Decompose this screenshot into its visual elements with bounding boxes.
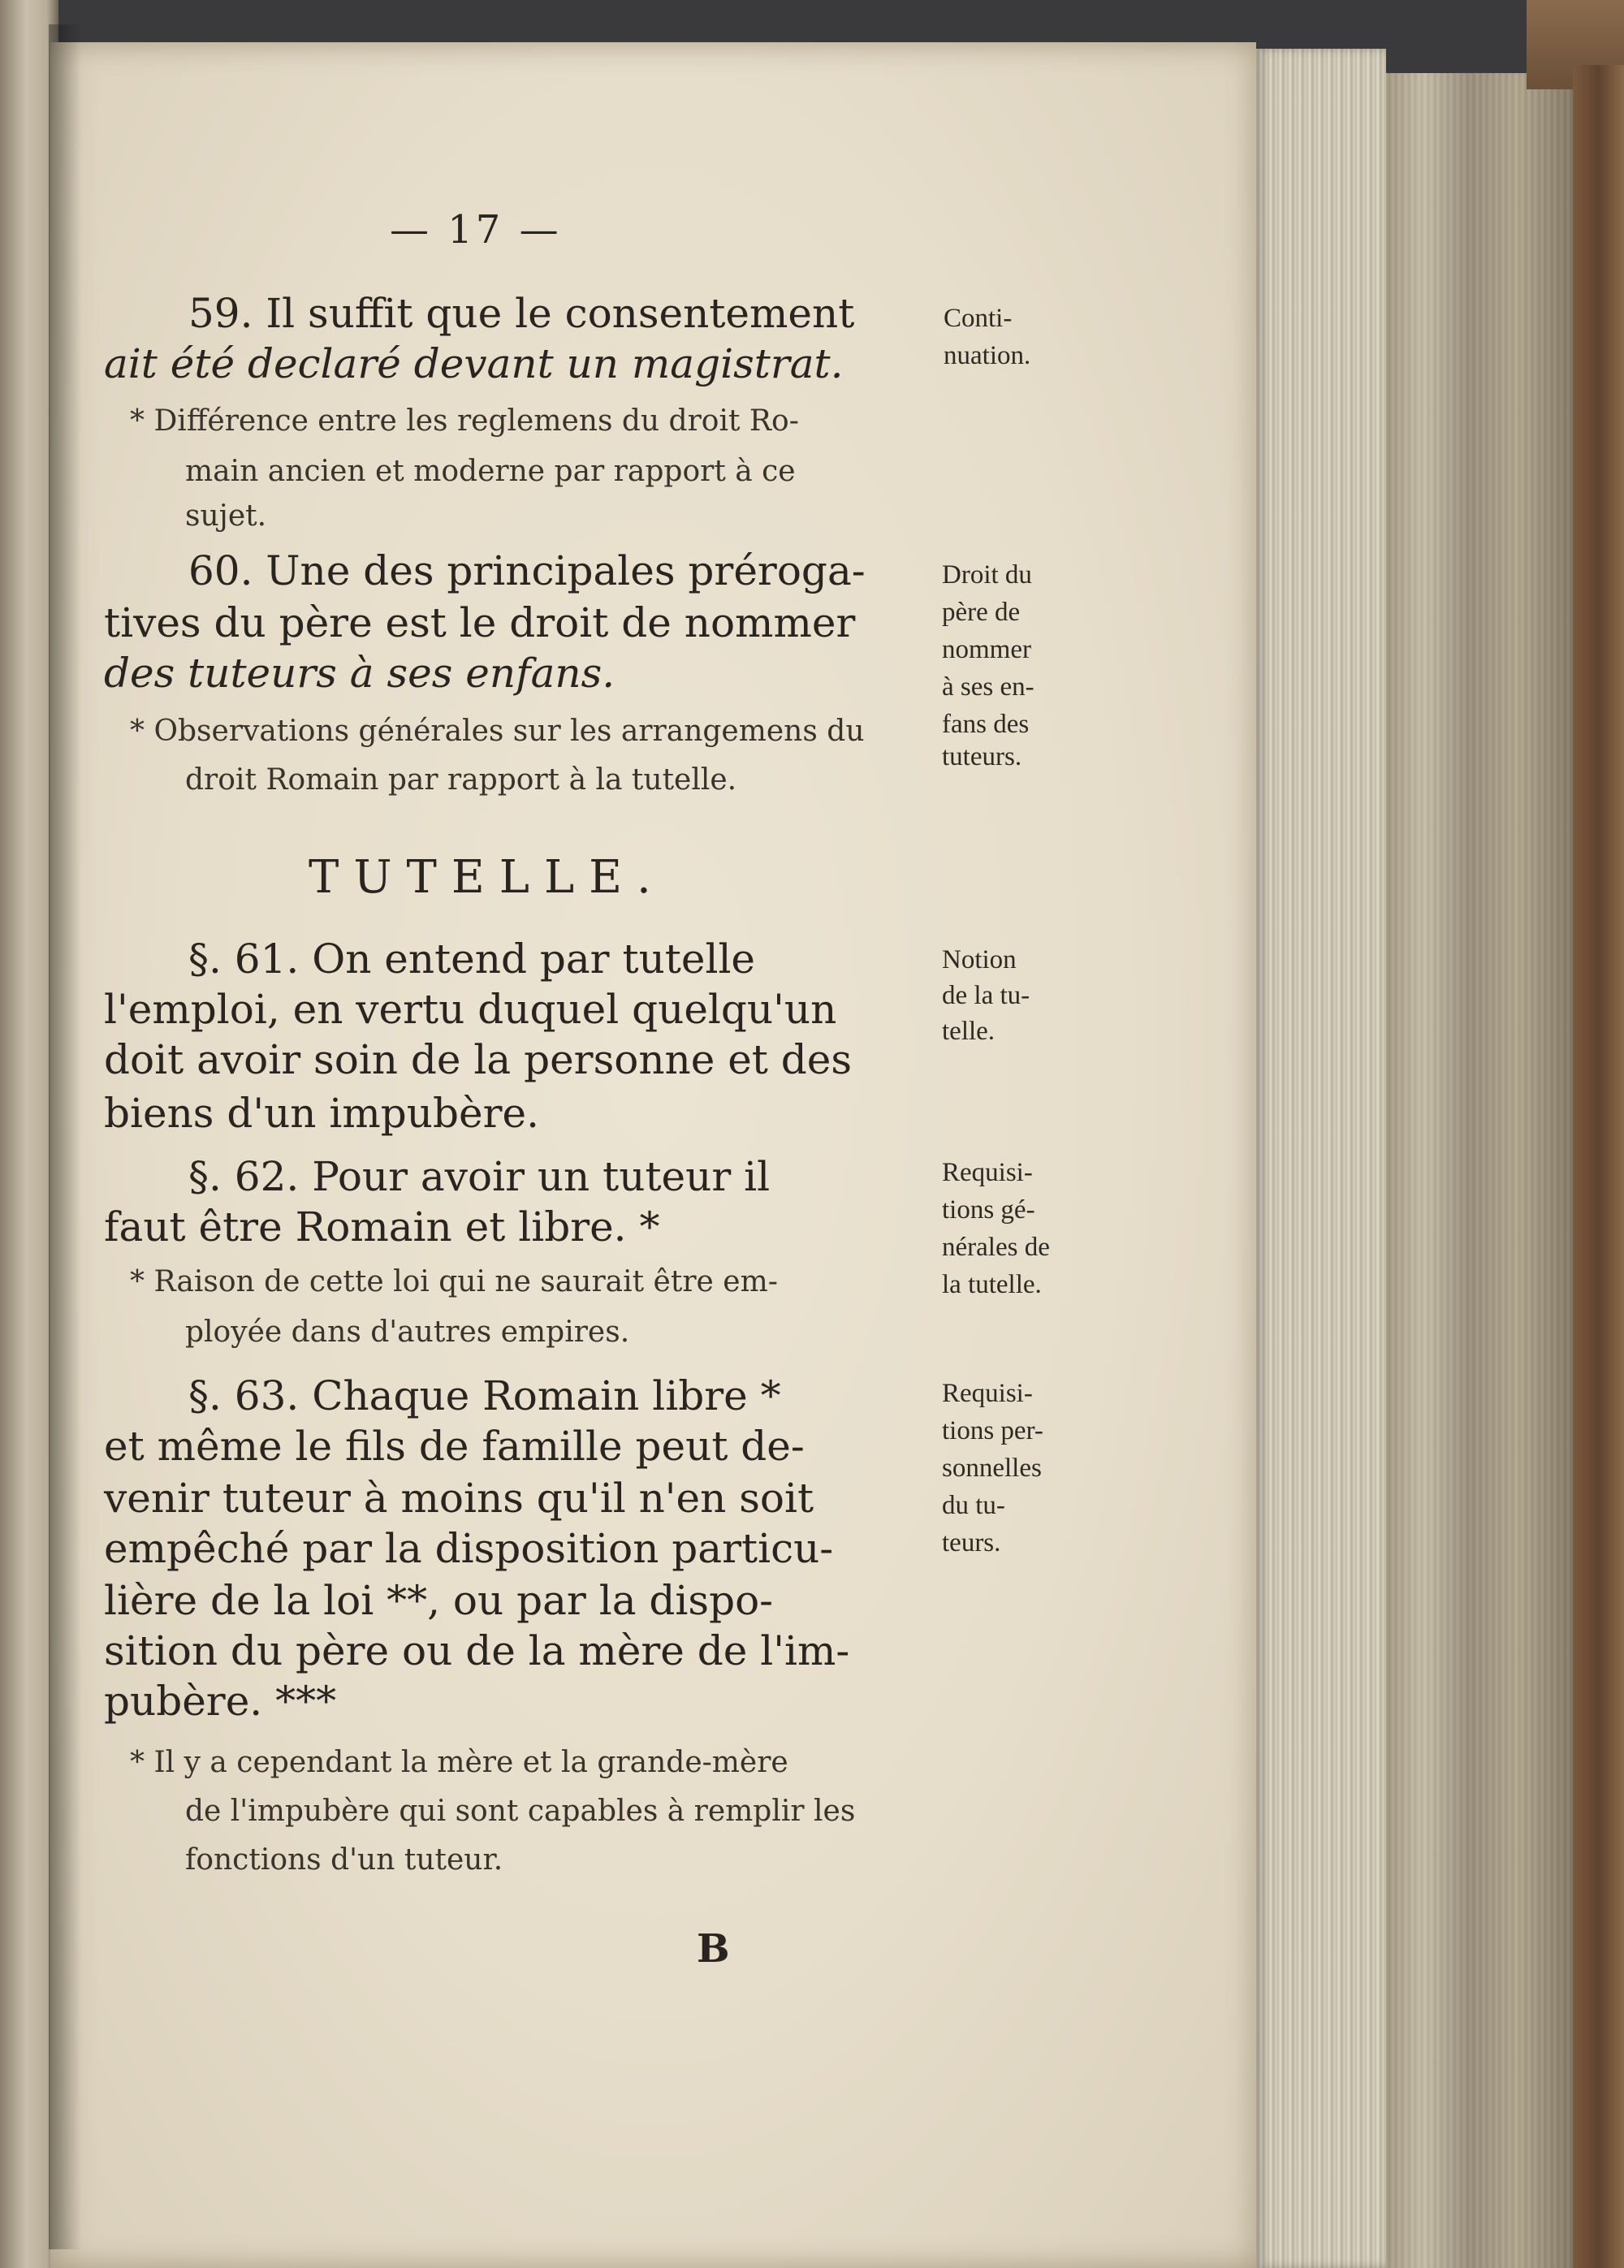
note-line: fonctions d'un tuteur.: [185, 1843, 503, 1877]
margin-line: Droit du: [942, 560, 1032, 590]
margin-line: du tu-: [942, 1491, 1005, 1520]
text-line: 60. Une des principales préroga-: [188, 547, 866, 594]
text-line: des tuteurs à ses enfans.: [104, 650, 615, 697]
note-line: * Raison de cette loi qui ne saurait être em-: [130, 1265, 778, 1298]
margin-line: tions per-: [942, 1416, 1043, 1445]
margin-line: père de: [942, 598, 1021, 627]
text-line: empêché par la disposition particu-: [104, 1525, 834, 1572]
margin-line: Conti-: [944, 304, 1013, 333]
text-line: sition du père ou de la mère de l'im-: [104, 1627, 850, 1674]
page-block: [1386, 73, 1573, 2268]
note-line: * Observations générales sur les arrangemens du: [130, 715, 865, 748]
text-line: pubère. ***: [104, 1678, 337, 1725]
margin-line: à ses en-: [942, 672, 1034, 702]
text-line: biens d'un impubère.: [104, 1090, 539, 1137]
note-line: * Différence entre les reglemens du droit Ro-: [130, 404, 799, 438]
note-line: de l'impubère qui sont capables à remplir les: [185, 1795, 856, 1828]
text-line: §. 62. Pour avoir un tuteur il: [188, 1153, 771, 1200]
margin-line: la tutelle.: [942, 1270, 1042, 1299]
margin-line: teurs.: [942, 1528, 1001, 1557]
margin-line: nérales de: [942, 1233, 1050, 1262]
margin-line: sonnelles: [942, 1454, 1042, 1483]
text-line: ait été declaré devant un magistrat.: [104, 340, 844, 387]
signature-mark: B: [697, 1926, 730, 1972]
page-number: — 17 —: [390, 207, 562, 253]
margin-line: Requisi-: [942, 1158, 1033, 1187]
margin-line: nommer: [942, 635, 1031, 664]
margin-line: de la tu-: [942, 981, 1030, 1010]
margin-line: telle.: [942, 1017, 996, 1046]
margin-line: fans des: [942, 710, 1030, 739]
margin-line: Requisi-: [942, 1379, 1033, 1408]
margin-line: Notion: [942, 945, 1017, 974]
section-heading: TUTELLE.: [309, 851, 666, 904]
margin-line: tions gé-: [942, 1195, 1035, 1225]
note-line: main ancien et moderne par rapport à ce: [185, 455, 796, 488]
margin-line: nuation.: [944, 341, 1031, 370]
note-line: droit Romain par rapport à la tutelle.: [185, 763, 737, 797]
text-line: §. 63. Chaque Romain libre *: [188, 1372, 781, 1419]
text-line: faut être Romain et libre. *: [104, 1203, 660, 1251]
page-edges: [1256, 49, 1386, 2268]
text-line: tives du père est le droit de nommer: [104, 599, 856, 646]
text-line: doit avoir soin de la personne et des: [104, 1036, 853, 1083]
text-line: venir tuteur à moins qu'il n'en soit: [104, 1475, 814, 1522]
gutter-shadow: [49, 24, 81, 2249]
text-line: l'emploi, en vertu duquel quelqu'un: [104, 986, 837, 1033]
note-line: * Il y a cependant la mère et la grande-mère: [130, 1746, 788, 1779]
note-line: sujet.: [185, 499, 267, 533]
text-line: 59. Il suffit que le consentement: [188, 290, 855, 337]
book-cover-edge: [1573, 65, 1624, 2268]
text-line: lière de la loi **, ou par la dispo-: [104, 1577, 774, 1624]
text-line: et même le fils de famille peut de-: [104, 1423, 805, 1470]
text-line: §. 61. On entend par tutelle: [188, 935, 756, 983]
note-line: ployée dans d'autres empires.: [185, 1315, 630, 1349]
margin-line: tuteurs.: [942, 742, 1022, 771]
